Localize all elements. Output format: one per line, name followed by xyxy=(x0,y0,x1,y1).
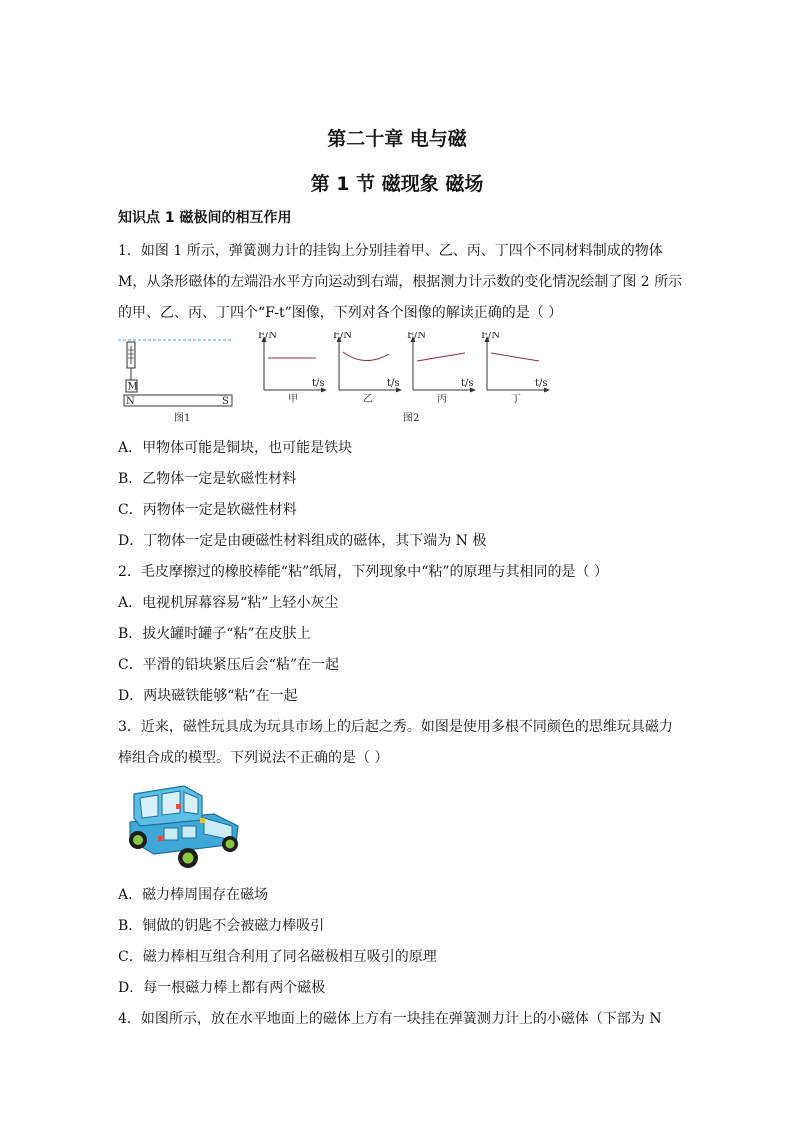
fig2-caption: 图2 xyxy=(403,413,420,424)
graph-ding xyxy=(481,332,550,405)
object-m-label: M xyxy=(127,381,138,393)
graph-bing xyxy=(403,332,476,424)
q2-option-c: C．平滑的铅块紧压后会“粘”在一起 xyxy=(118,657,340,673)
graph-yi-caption: 乙 xyxy=(363,394,373,405)
q1-stem-line2: M，从条形磁体的左端沿水平方向运动到右端，根据测力计示数的变化情况绘制了图 2 所示 xyxy=(118,274,683,290)
graph-yi-x-label: t/s xyxy=(387,378,400,389)
magnetic-toy-car-image xyxy=(118,778,244,870)
curve-yi xyxy=(343,352,389,361)
q1-figure xyxy=(118,332,558,427)
section-title: 第 1 节 磁现象 磁场 xyxy=(310,173,484,195)
q1-stem-line1: 1．如图 1 所示，弹簧测力计的挂钩上分别挂着甲、乙、丙、丁四个不同材料制成的物体 xyxy=(118,243,663,259)
q3-option-a: A．磁力棒周围存在磁场 xyxy=(118,887,269,903)
q1-option-a: A．甲物体可能是铜块，也可能是铁块 xyxy=(118,440,353,456)
q3-stem-line1: 3．近来，磁性玩具成为玩具市场上的后起之秀。如图是使用多根不同颜色的思维玩具磁力 xyxy=(118,719,673,735)
chapter-title: 第二十章 电与磁 xyxy=(327,128,467,150)
graph-yi xyxy=(333,332,402,405)
q1-stem-line3: 的甲、乙、丙、丁四个“F-t”图像，下列对各个图像的解读正确的是（ ） xyxy=(118,305,563,321)
graph-ding-caption: 丁 xyxy=(511,394,521,405)
q1-option-d: D．丁物体一定是由硬磁性材料组成的磁体，其下端为 N 极 xyxy=(118,533,487,549)
graph-bing-x-label: t/s xyxy=(461,378,474,389)
graph-bing-y-label: F/N xyxy=(407,332,427,341)
graph-jia xyxy=(258,332,327,405)
graph-ding-y-label: F/N xyxy=(481,332,501,341)
graph-bing-caption: 丙 xyxy=(437,394,447,405)
graph-yi-y-label: F/N xyxy=(333,332,353,341)
curve-bing xyxy=(417,353,465,361)
graph-jia-y-label: F/N xyxy=(258,332,278,341)
q3-option-b: B．铜做的钥匙不会被磁力棒吸引 xyxy=(118,918,325,934)
knowledge-point-heading: 知识点 1 磁极间的相互作用 xyxy=(118,210,292,226)
q4-stem-line1: 4．如图所示，放在水平地面上的磁体上方有一块挂在弹簧测力计上的小磁体（下部为 N xyxy=(118,1011,662,1027)
q2-option-d: D．两块磁铁能够“粘”在一起 xyxy=(118,688,298,704)
q2-stem: 2．毛皮摩擦过的橡胶棒能“粘”纸屑，下列现象中“粘”的原理与其相同的是（ ） xyxy=(118,564,608,580)
magnet-n-label: N xyxy=(126,396,135,407)
figure1-apparatus xyxy=(118,340,233,424)
q2-option-b: B．拔火罐时罐子“粘”在皮肤上 xyxy=(118,626,311,642)
q1-option-b: B．乙物体一定是软磁性材料 xyxy=(118,471,297,487)
q2-option-a: A．电视机屏幕容易“粘”上轻小灰尘 xyxy=(118,595,339,611)
fig1-caption: 图1 xyxy=(174,413,191,424)
magnet-s-label: S xyxy=(222,396,229,407)
graph-jia-x-label: t/s xyxy=(312,378,325,389)
q3-option-c: C．磁力棒相互组合利用了同名磁极相互吸引的原理 xyxy=(118,949,437,965)
graph-jia-caption: 甲 xyxy=(288,394,298,405)
curve-ding xyxy=(491,353,539,361)
q1-option-c: C．丙物体一定是软磁性材料 xyxy=(118,502,297,518)
graph-ding-x-label: t/s xyxy=(535,378,548,389)
q3-option-d: D．每一根磁力棒上都有两个磁极 xyxy=(118,980,326,996)
q3-stem-line2: 棒组合成的模型。下列说法不正确的是（ ） xyxy=(118,750,389,766)
